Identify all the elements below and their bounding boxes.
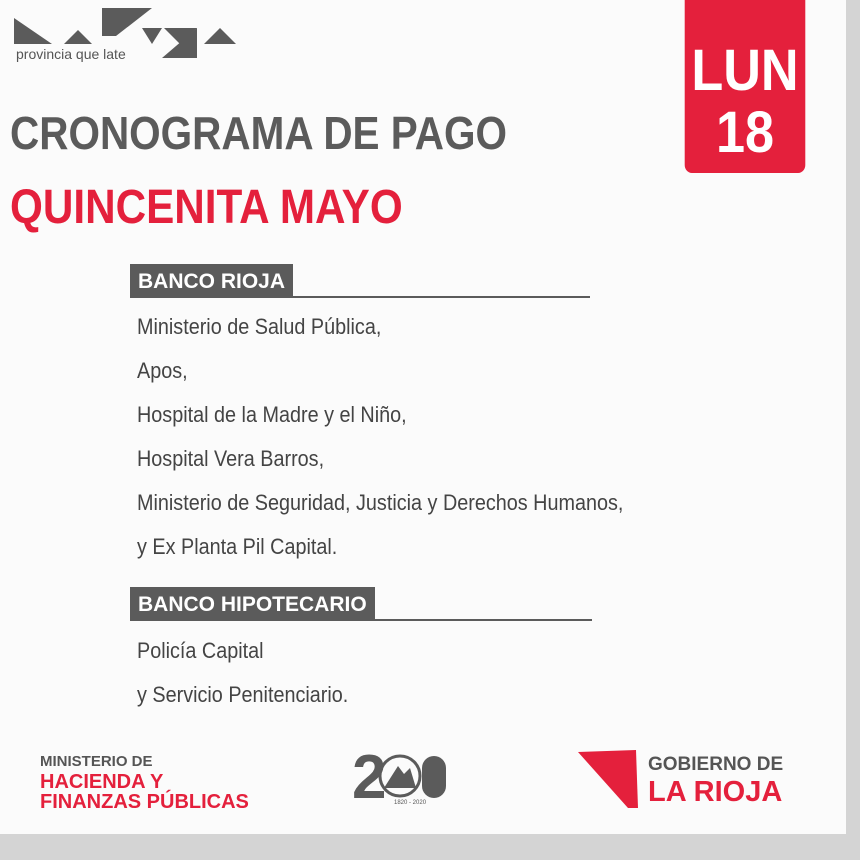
section-label: BANCO RIOJA — [130, 264, 293, 296]
list-item: Ministerio de Salud Pública, — [137, 314, 382, 339]
gobierno-emblem-icon — [578, 748, 640, 810]
date-day: LUN — [691, 38, 799, 103]
date-number: 18 — [715, 100, 775, 165]
logo-tagline: provincia que late — [16, 46, 126, 62]
gobierno-logo: GOBIERNO DE LA RIOJA — [648, 754, 784, 808]
list-item: Hospital de la Madre y el Niño, — [137, 402, 407, 427]
list-item: Policía Capital — [137, 638, 264, 663]
list-item: Hospital Vera Barros, — [137, 446, 325, 471]
bicentennial-years: 1820 - 2020 — [394, 800, 427, 806]
list-item: y Ex Planta Pil Capital. — [137, 534, 338, 559]
svg-text:2: 2 — [352, 743, 387, 806]
bicentennial-logo — [352, 742, 448, 811]
ministry-logo: MINISTERIO DE HACIENDA Y FINANZAS PÚBLICAS — [40, 753, 249, 813]
list-item: Ministerio de Seguridad, Justicia y Derechos Humanos, — [137, 490, 624, 515]
list-item: Apos, — [137, 358, 188, 383]
section-banco-hipotecario — [130, 587, 592, 621]
list-item: y Servicio Penitenciario. — [137, 682, 349, 707]
date-badge — [685, 0, 806, 173]
page-title: CRONOGRAMA DE PAGO — [10, 107, 508, 159]
section-label: BANCO HIPOTECARIO — [130, 587, 375, 619]
page-subtitle: QUINCENITA MAYO — [10, 181, 403, 234]
section-banco-rioja — [130, 264, 590, 298]
